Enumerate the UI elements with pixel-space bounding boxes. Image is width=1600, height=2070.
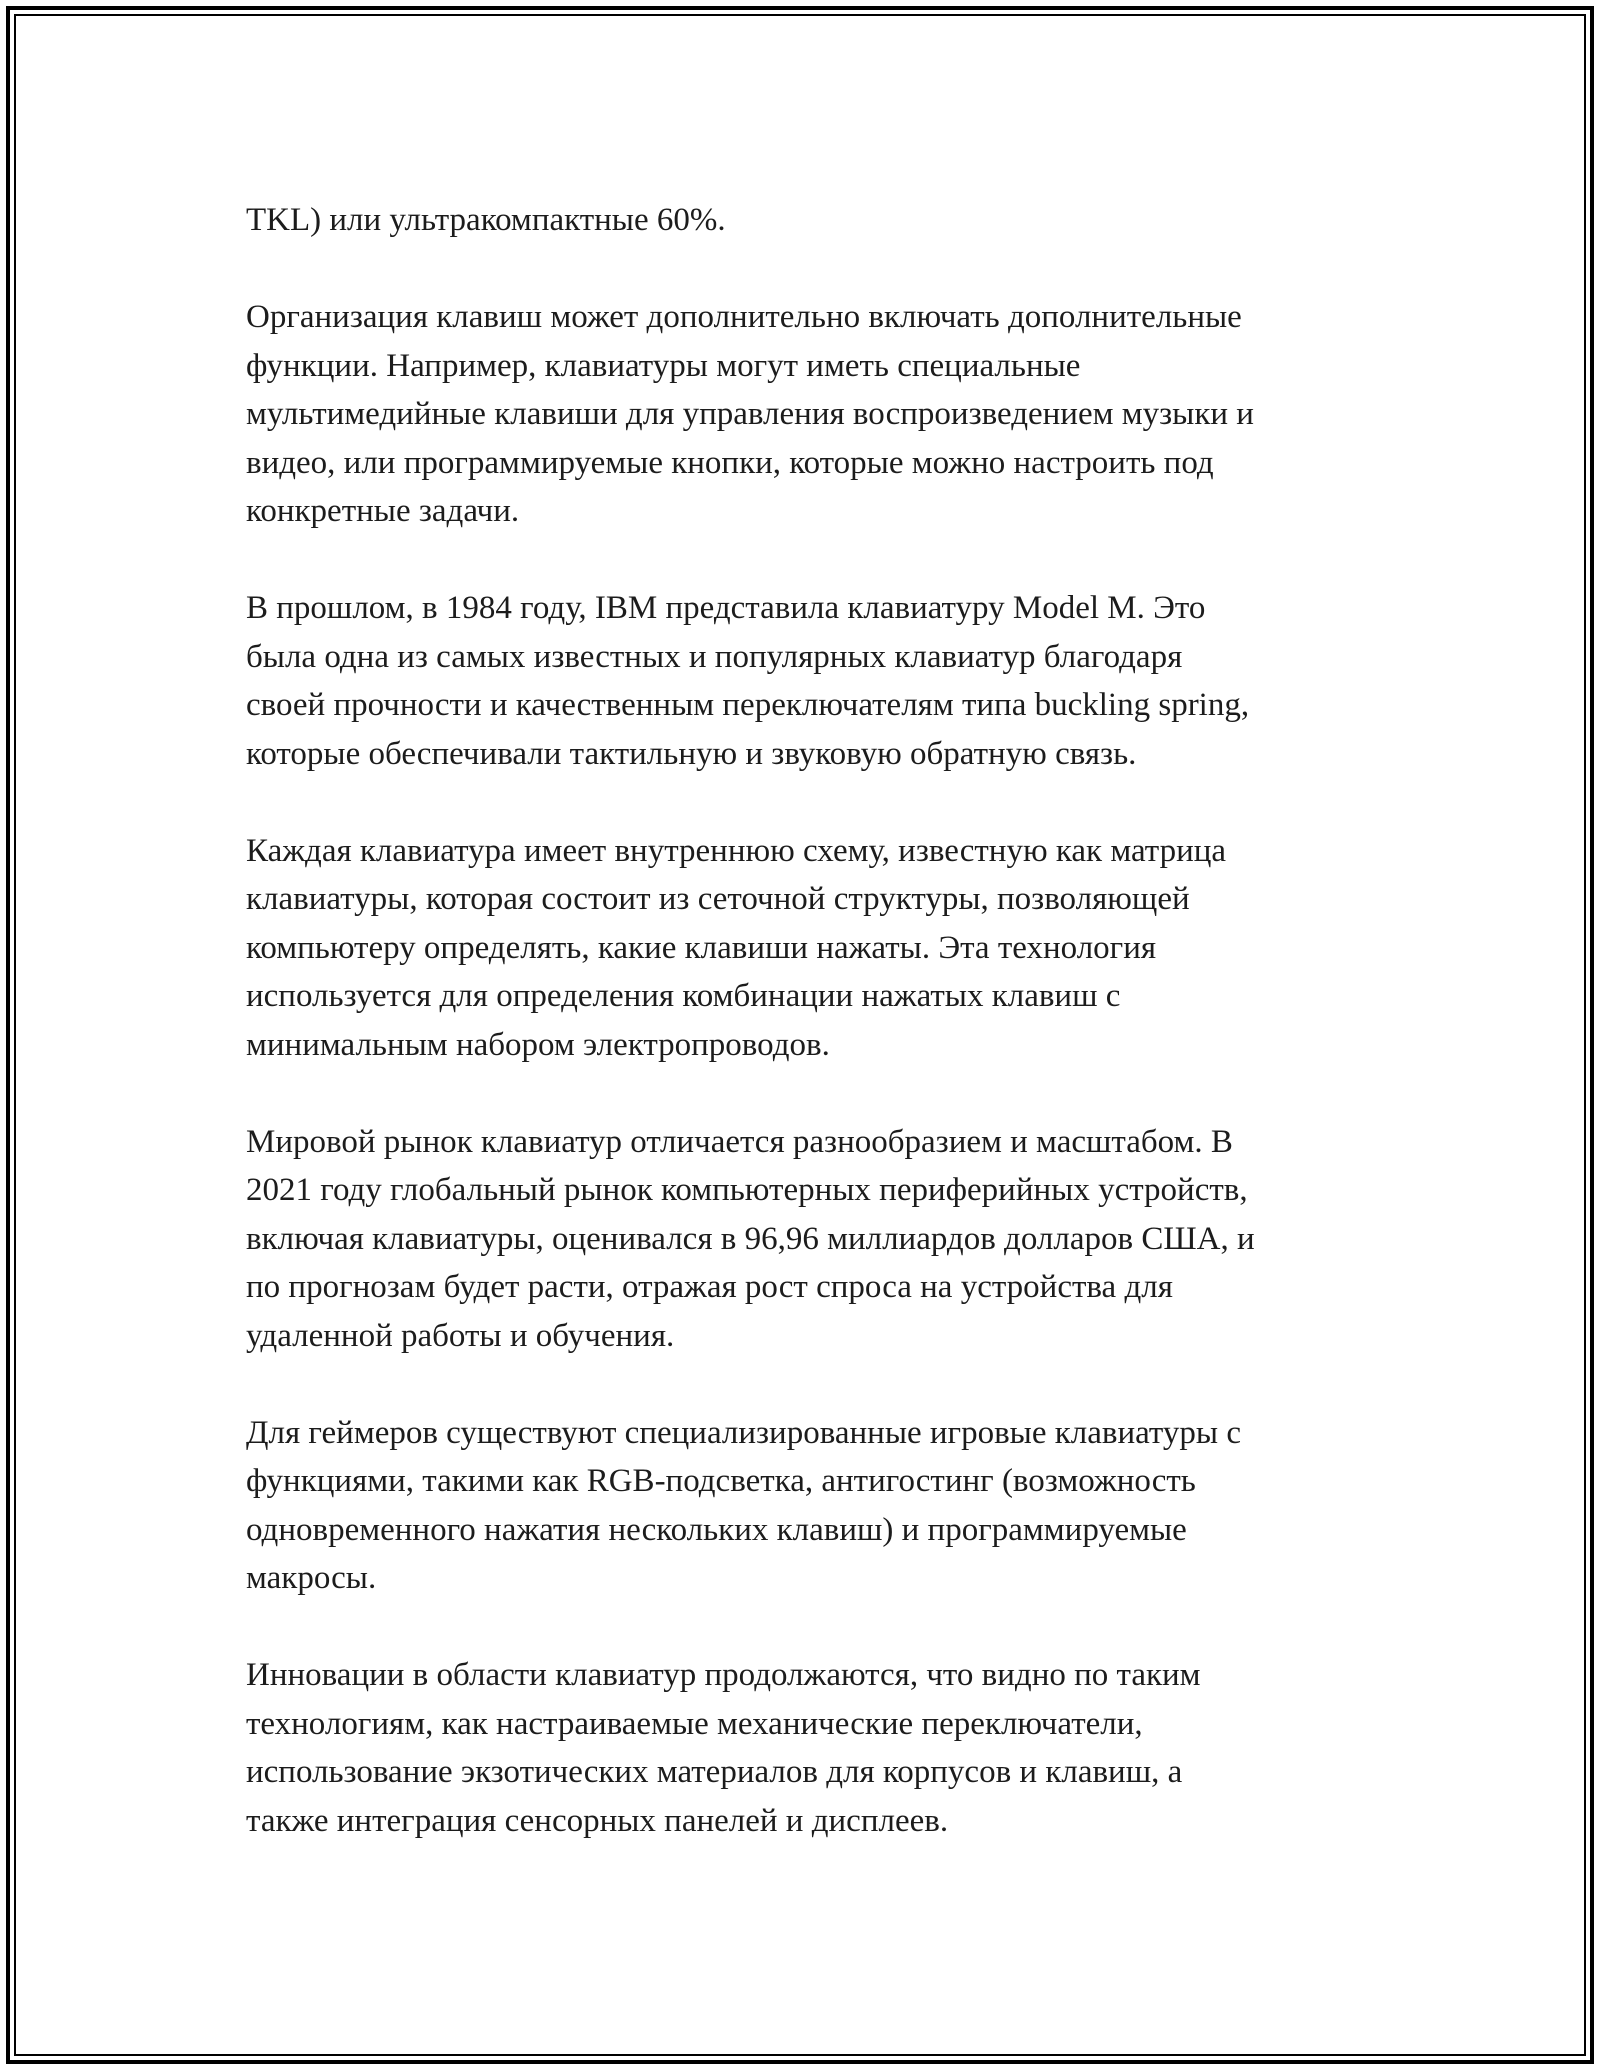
paragraph-6	[246, 1409, 1386, 1603]
text-line: Каждая клавиатура имеет внутреннюю схему, известную как матрица	[246, 832, 1227, 869]
text-line: функциями, такими как RGB-подсветка, антигостинг (возможность	[246, 1463, 1196, 1499]
text-line: использование экзотических материалов для корпусов и клавиш, а	[246, 1754, 1183, 1790]
text-line: Мировой рынок клавиатур отличается разнообразием и масштабом. В	[246, 1123, 1233, 1160]
text-line: удаленной работы и обучения.	[246, 1317, 675, 1354]
paragraph-5	[246, 1118, 1386, 1361]
text-line: была одна из самых известных и популярных клавиатур благодаря	[246, 638, 1183, 675]
text-line: своей прочности и качественным переключателям типа buckling spring,	[246, 687, 1250, 723]
text-line: Организация клавиш может дополнительно включать дополнительные	[246, 299, 1242, 335]
text-line: видео, или программируемые кнопки, которые можно настроить под	[246, 444, 1214, 481]
paragraph-2	[246, 293, 1386, 536]
page-frame	[6, 6, 1594, 2064]
text-line: конкретные задачи.	[246, 493, 520, 529]
paragraph-4	[246, 827, 1386, 1070]
text-line: используется для определения комбинации нажатых клавиш с	[246, 978, 1121, 1014]
text-line: Для геймеров существуют специализированные игровые клавиатуры с	[246, 1414, 1241, 1451]
document-body	[246, 196, 1386, 1845]
text-line: клавиатуры, которая состоит из сеточной структуры, позволяющей	[246, 881, 1190, 917]
text-line: компьютеру определять, какие клавиши нажаты. Эта технология	[246, 929, 1157, 966]
paragraph-7	[246, 1651, 1386, 1845]
text-line: мультимедийные клавиши для управления воспроизведением музыки и	[246, 396, 1254, 432]
text-line: функции. Например, клавиатуры могут иметь специальные	[246, 347, 1081, 384]
text-line: включая клавиатуры, оценивался в 96,96 миллиардов долларов США, и	[246, 1220, 1255, 1257]
paragraph-3	[246, 584, 1386, 778]
text-line: технологиям, как настраиваемые механические переключатели,	[246, 1705, 1143, 1742]
text-line: макросы.	[246, 1560, 377, 1596]
text-line: по прогнозам будет расти, отражая рост спроса на устройства для	[246, 1269, 1173, 1305]
text-line: также интеграция сенсорных панелей и дисплеев.	[246, 1802, 949, 1839]
text-line: Инновации в области клавиатур продолжаются, что видно по таким	[246, 1657, 1201, 1693]
text-line: 2021 году глобальный рынок компьютерных периферийных устройств,	[246, 1172, 1248, 1208]
text-line: одновременного нажатия нескольких клавиш) и программируемые	[246, 1511, 1187, 1548]
text-line: минимальным набором электропроводов.	[246, 1026, 830, 1063]
paragraph-1	[246, 196, 1386, 245]
text-line: В прошлом, в 1984 году, IBM представила клавиатуру Model M. Это	[246, 590, 1206, 626]
text-line: которые обеспечивали тактильную и звуковую обратную связь.	[246, 735, 1137, 772]
text-line: TKL) или ультракомпактные 60%.	[246, 202, 726, 238]
